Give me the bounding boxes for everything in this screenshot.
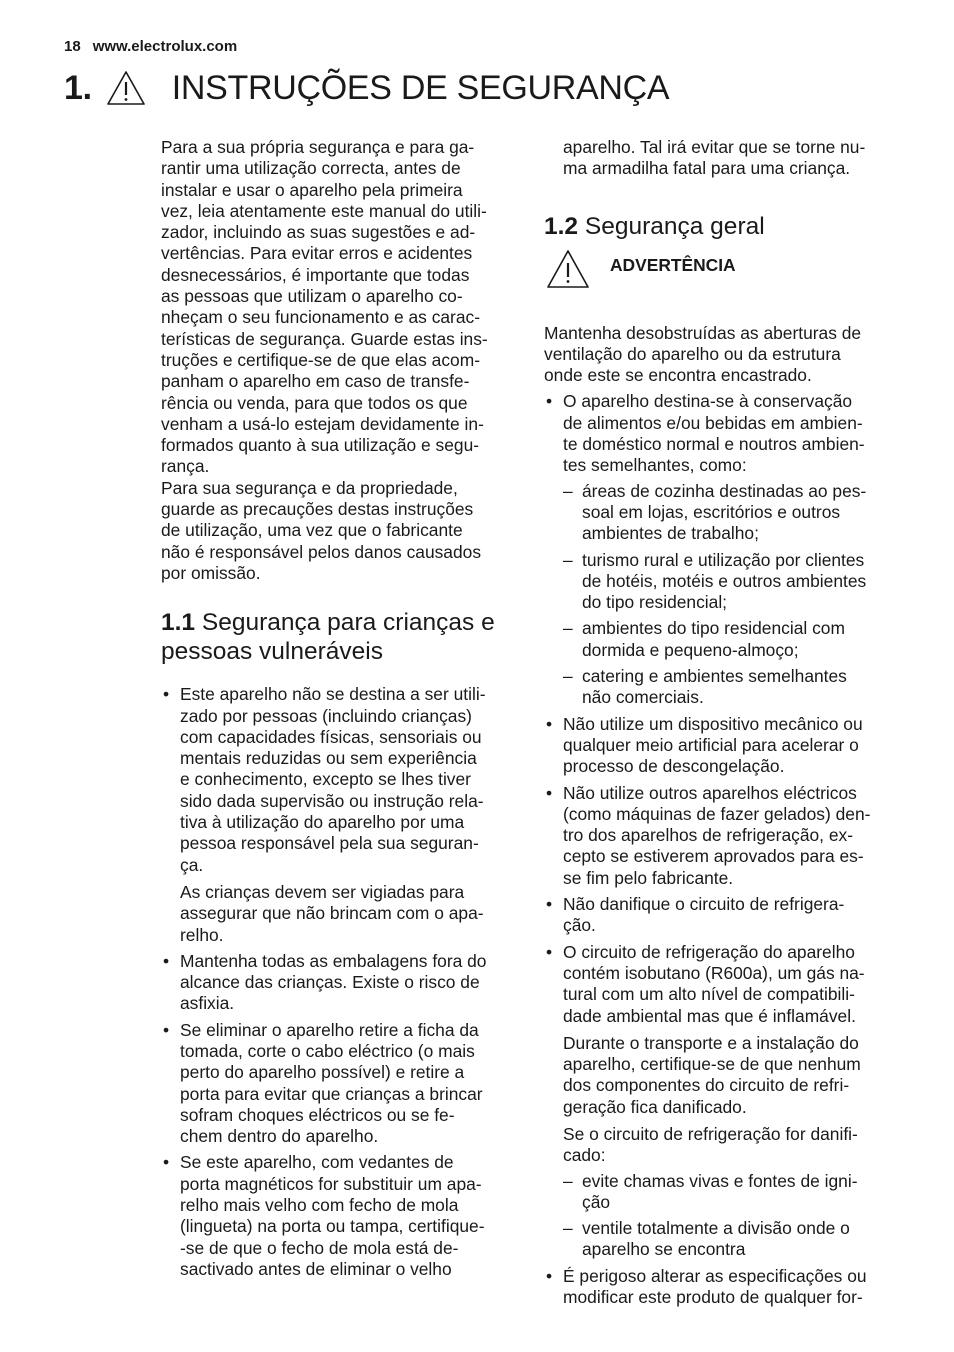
section-heading <box>161 608 513 666</box>
dash-list <box>563 1171 896 1261</box>
list-item: • O circuito de refrigeração do aparelho contém isobutano (R600a), um gás na- tural com um alto nível de compatibili- dade ambiental mas que é inflamável. Durante o transporte e a instalação do aparelho, certifique-se de que nenhum dos componentes do circuito de refri- geração fica danificado. Se o circuito de refrigeração for danifi- cado: – evite chamas vivas e fontes de igni- ção – ventile totalmente a divisão onde o aparelho se encontra <box>544 942 896 1261</box>
list-item-note: As crianças devem ser vigiadas para assegurar que não brincam com o apa- relho. <box>180 881 484 945</box>
website-link[interactable]: www.electrolux.com <box>92 38 238 55</box>
dash-item: – ventile totalmente a divisão onde o aparelho se encontra <box>563 1218 896 1261</box>
intro-paragraph: Para a sua própria segurança e para ga- rantir uma utilização correcta, antes de instalar e usar o aparelho pela primeira vez, leia atentamente este manual do utili- zador, incluindo as suas sugestões e ad- vertências. Para evitar erros e acidentes desnecessários, é importante que todas as pessoas que utilizam o aparelho co- nheçam o seu funcionamento e as carac- terísticas de segurança. Guarde estas ins- truções e certifique-se de que elas acom- panham o aparelho em caso de transfe- rência ou venda, para que todos os que venham a usá-lo estejam devidamente in- formados quanto à sua utilização e segu- rança. <box>161 137 488 477</box>
left-column <box>161 137 513 1285</box>
list-item: • Não danifique o circuito de refrigera- ção. <box>544 894 896 937</box>
intro-paragraph: Para sua segurança e da propriedade, guarde as precauções destas instruções de utilização, uma vez que o fabricante não é responsável pelos danos causados por omissão. <box>161 477 482 583</box>
list-item: • É perigoso alterar as especificações ou modificar este produto de qualquer for- <box>544 1266 896 1309</box>
list-item-note: Durante o transporte e a instalação do aparelho, certifique-se de que nenhum dos componentes do circuito de refri- geração fica danificado. <box>563 1032 861 1117</box>
warning-label: ADVERTÊNCIA <box>610 254 736 275</box>
section-title: Segurança geral <box>584 212 765 240</box>
list-item: • Se este aparelho, com vedantes de porta magnéticos for substituir um apa- relho mais velho com fecho de mola (lingueta) na porta ou tampa, certifique- -se de que o fecho de mola está de- sactivado antes de eliminar o velho <box>161 1152 513 1280</box>
bullet-list <box>544 391 896 1308</box>
warning-triangle-icon <box>106 70 146 106</box>
chapter-title <box>64 66 669 110</box>
list-item: • Não utilize um dispositivo mecânico ou qualquer meio artificial para acelerar o processo de descongelação. <box>544 714 896 778</box>
dash-item: – evite chamas vivas e fontes de igni- ção <box>563 1171 896 1214</box>
dash-item: – ambientes do tipo residencial com dormida e pequeno-almoço; <box>563 618 896 661</box>
warning-intro: Mantenha desobstruídas as aberturas de ventilação do aparelho ou da estrutura onde este se encontra encastrado. <box>544 322 862 386</box>
page-header <box>64 38 237 55</box>
list-item: • Não utilize outros aparelhos eléctricos (como máquinas de fazer gelados) den- tro dos aparelhos de refrigeração, ex- cepto se estiverem aprovados para es- se fim pelo fabricante. <box>544 783 896 889</box>
section-number: 1.2 <box>544 212 579 240</box>
dash-item: – turismo rural e utilização por clientes de hotéis, motéis e outros ambientes do tipo residencial; <box>563 550 896 614</box>
warning-triangle-icon <box>546 249 590 289</box>
list-item: • O aparelho destina-se à conservação de alimentos e/ou bebidas em ambien- te doméstico normal e noutros ambien- tes semelhantes, como: – áreas de cozinha destinadas ao pes- soal em lojas, escritórios e outros ambientes de trabalho; – turismo rural e utilização por clientes de hotéis, motéis e outros ambientes do tipo residencial; – ambientes do tipo residencial com dormida e pequeno-almoço; – catering e ambientes semelhantes não comerciais. <box>544 391 896 708</box>
section-number: 1.1 <box>161 609 196 637</box>
warning-box <box>544 251 896 289</box>
list-item: • Mantenha todas as embalagens fora do alcance das crianças. Existe o risco de asfixia. <box>161 951 513 1015</box>
section-heading <box>544 212 896 241</box>
list-item: • Este aparelho não se destina a ser utili- zado por pessoas (incluindo crianças) com capacidades físicas, sensoriais ou mentais reduzidas ou sem experiência e conhecimento, excepto se lhes tiver sido dada supervisão ou instrução rela- tiva à utilização do aparelho por uma pessoa responsável pela sua seguran- ça. As crianças devem ser vigiadas para assegurar que não brincam com o apa- relho. <box>161 684 513 946</box>
dash-list <box>563 481 896 709</box>
continuation-text: aparelho. Tal irá evitar que se torne nu- ma armadilha fatal para uma criança. <box>563 137 866 179</box>
dash-item: – catering e ambientes semelhantes não comerciais. <box>563 666 896 709</box>
page-number: 18 <box>64 38 81 55</box>
section-title: Segurança para crianças e pessoas vulneráveis <box>161 609 495 666</box>
list-item: • Se eliminar o aparelho retire a ficha da tomada, corte o cabo eléctrico (o mais perto do aparelho possível) e retire a porta para evitar que crianças a brincar sofram choques eléctricos ou se fe- chem dentro do aparelho. <box>161 1020 513 1148</box>
list-item-note: Se o circuito de refrigeração for danifi- cado: <box>563 1123 858 1166</box>
dash-item: – áreas de cozinha destinadas ao pes- soal em lojas, escritórios e outros ambientes de trabalho; <box>563 481 896 545</box>
chapter-heading: INSTRUÇÕES DE SEGURANÇA <box>171 68 670 107</box>
bullet-list <box>161 684 513 1280</box>
chapter-number: 1. <box>64 68 92 107</box>
right-column <box>544 137 896 1313</box>
